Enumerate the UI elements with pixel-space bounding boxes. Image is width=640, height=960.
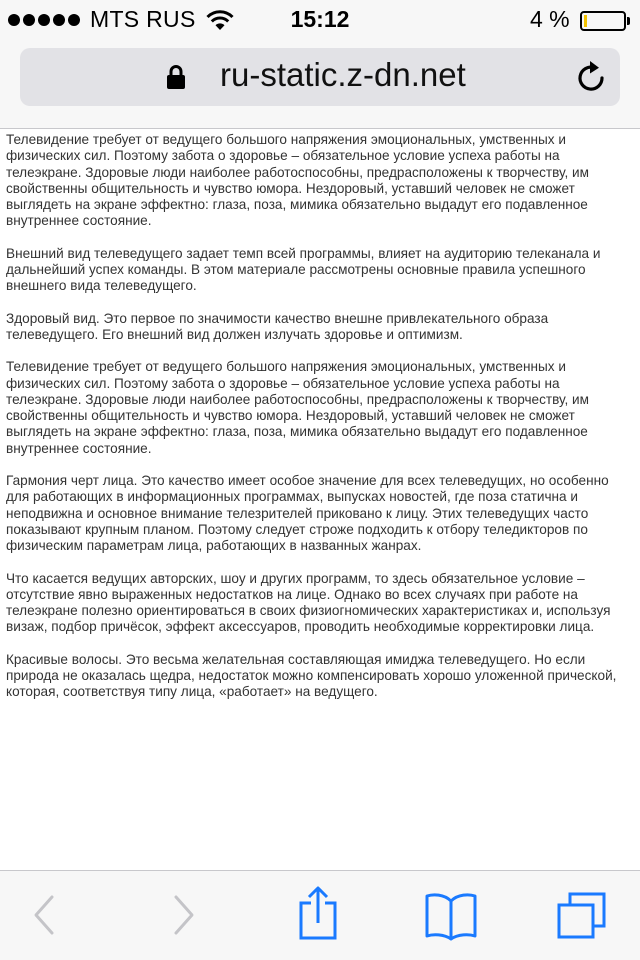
browser-toolbar: [0, 870, 640, 960]
paragraph: Красивые волосы. Это весьма желательная составляющая имиджа телеведущего. Но если природа не оказалась щедра, недостаток можно компенсировать хорошо уложенной прической, которая, соответствуя типу лица, «работает» на ведущего.: [6, 651, 617, 700]
clock: 15:12: [290, 6, 350, 32]
reload-icon[interactable]: [576, 60, 608, 99]
paragraph: Телевидение требует от ведущего большого напряжения эмоциональных, умственных и физических сил. Поэтому забота о здоровье – обязательное условие успеха работы на телеэкране. Здоровые люди наиболее работоспособны, предрасположены к творчеству, им свойственны общительность и чувство юмора. Нездоровый, уставший человек не сможет выглядеть на экране эффектно: глаза, поза, мимика обязательно выдадут его подавленное внутреннее состояние.: [6, 132, 589, 229]
battery-nub: [627, 17, 630, 25]
book-icon[interactable]: [424, 891, 478, 946]
wifi-icon: [205, 8, 235, 37]
paragraph: Здоровый вид. Это первое по значимости качество внешне привлекательного образа телеведущего. Его внешний вид должен излучать здоровье и оптимизм.: [6, 310, 549, 342]
battery-percent: 4 %: [530, 6, 570, 32]
chevron-left-icon[interactable]: [30, 891, 58, 944]
paragraph: Гармония черт лица. Это качество имеет особое значение для всех телеведущих, но особенно для работающих в информационных программах, выпусках новостей, где поза статична и неподвижна и основное внимание телезрителей приковано к лицу. Этих телеведущих часто показывают крупным планом. Поэтому следует строже подходить к отбору теледикторов по физическим параметрам лица, работающих в названных жанрах.: [6, 473, 609, 554]
article-body: [6, 132, 634, 717]
tabs-icon[interactable]: [556, 891, 608, 946]
carrier-name: MTS RUS: [90, 6, 196, 32]
lock-icon: [166, 64, 186, 95]
url-text[interactable]: ru-static.z-dn.net: [220, 56, 466, 93]
signal-strength-icon: [8, 14, 80, 26]
paragraph: Телевидение требует от ведущего большого напряжения эмоциональных, умственных и физических сил. Поэтому забота о здоровье – обязательное условие успеха работы на телеэкране. Здоровые люди наиболее работоспособны, предрасположены к творчеству, им свойственны общительность и чувство юмора. Нездоровый, уставший человек не сможет выглядеть на экране эффектно: глаза, поза, мимика обязательно выдадут его подавленное внутреннее состояние.: [6, 359, 589, 456]
browser-header: [0, 40, 640, 129]
battery-icon: [580, 11, 626, 31]
address-bar[interactable]: [20, 48, 620, 106]
paragraph: Внешний вид телеведущего задает темп всей программы, влияет на аудиторию телеканала и дальнейший успех команды. В этом материале рассмотрены основные правила успешного внешнего вида телеведущего.: [6, 245, 601, 294]
chevron-right-icon[interactable]: [170, 891, 198, 944]
share-icon[interactable]: [298, 885, 338, 946]
paragraph: Что касается ведущих авторских, шоу и других программ, то здесь обязательное условие – отсутствие явно выраженных недостатков на лице. Однако во всех случаях при работе на телеэкране полезно ориентироваться в своих физиогномических характеристиках и, используя визаж, подбор причёсок, эффект аксессуаров, проводить необходимые корректировки лица.: [6, 570, 611, 635]
status-bar: [0, 0, 640, 40]
